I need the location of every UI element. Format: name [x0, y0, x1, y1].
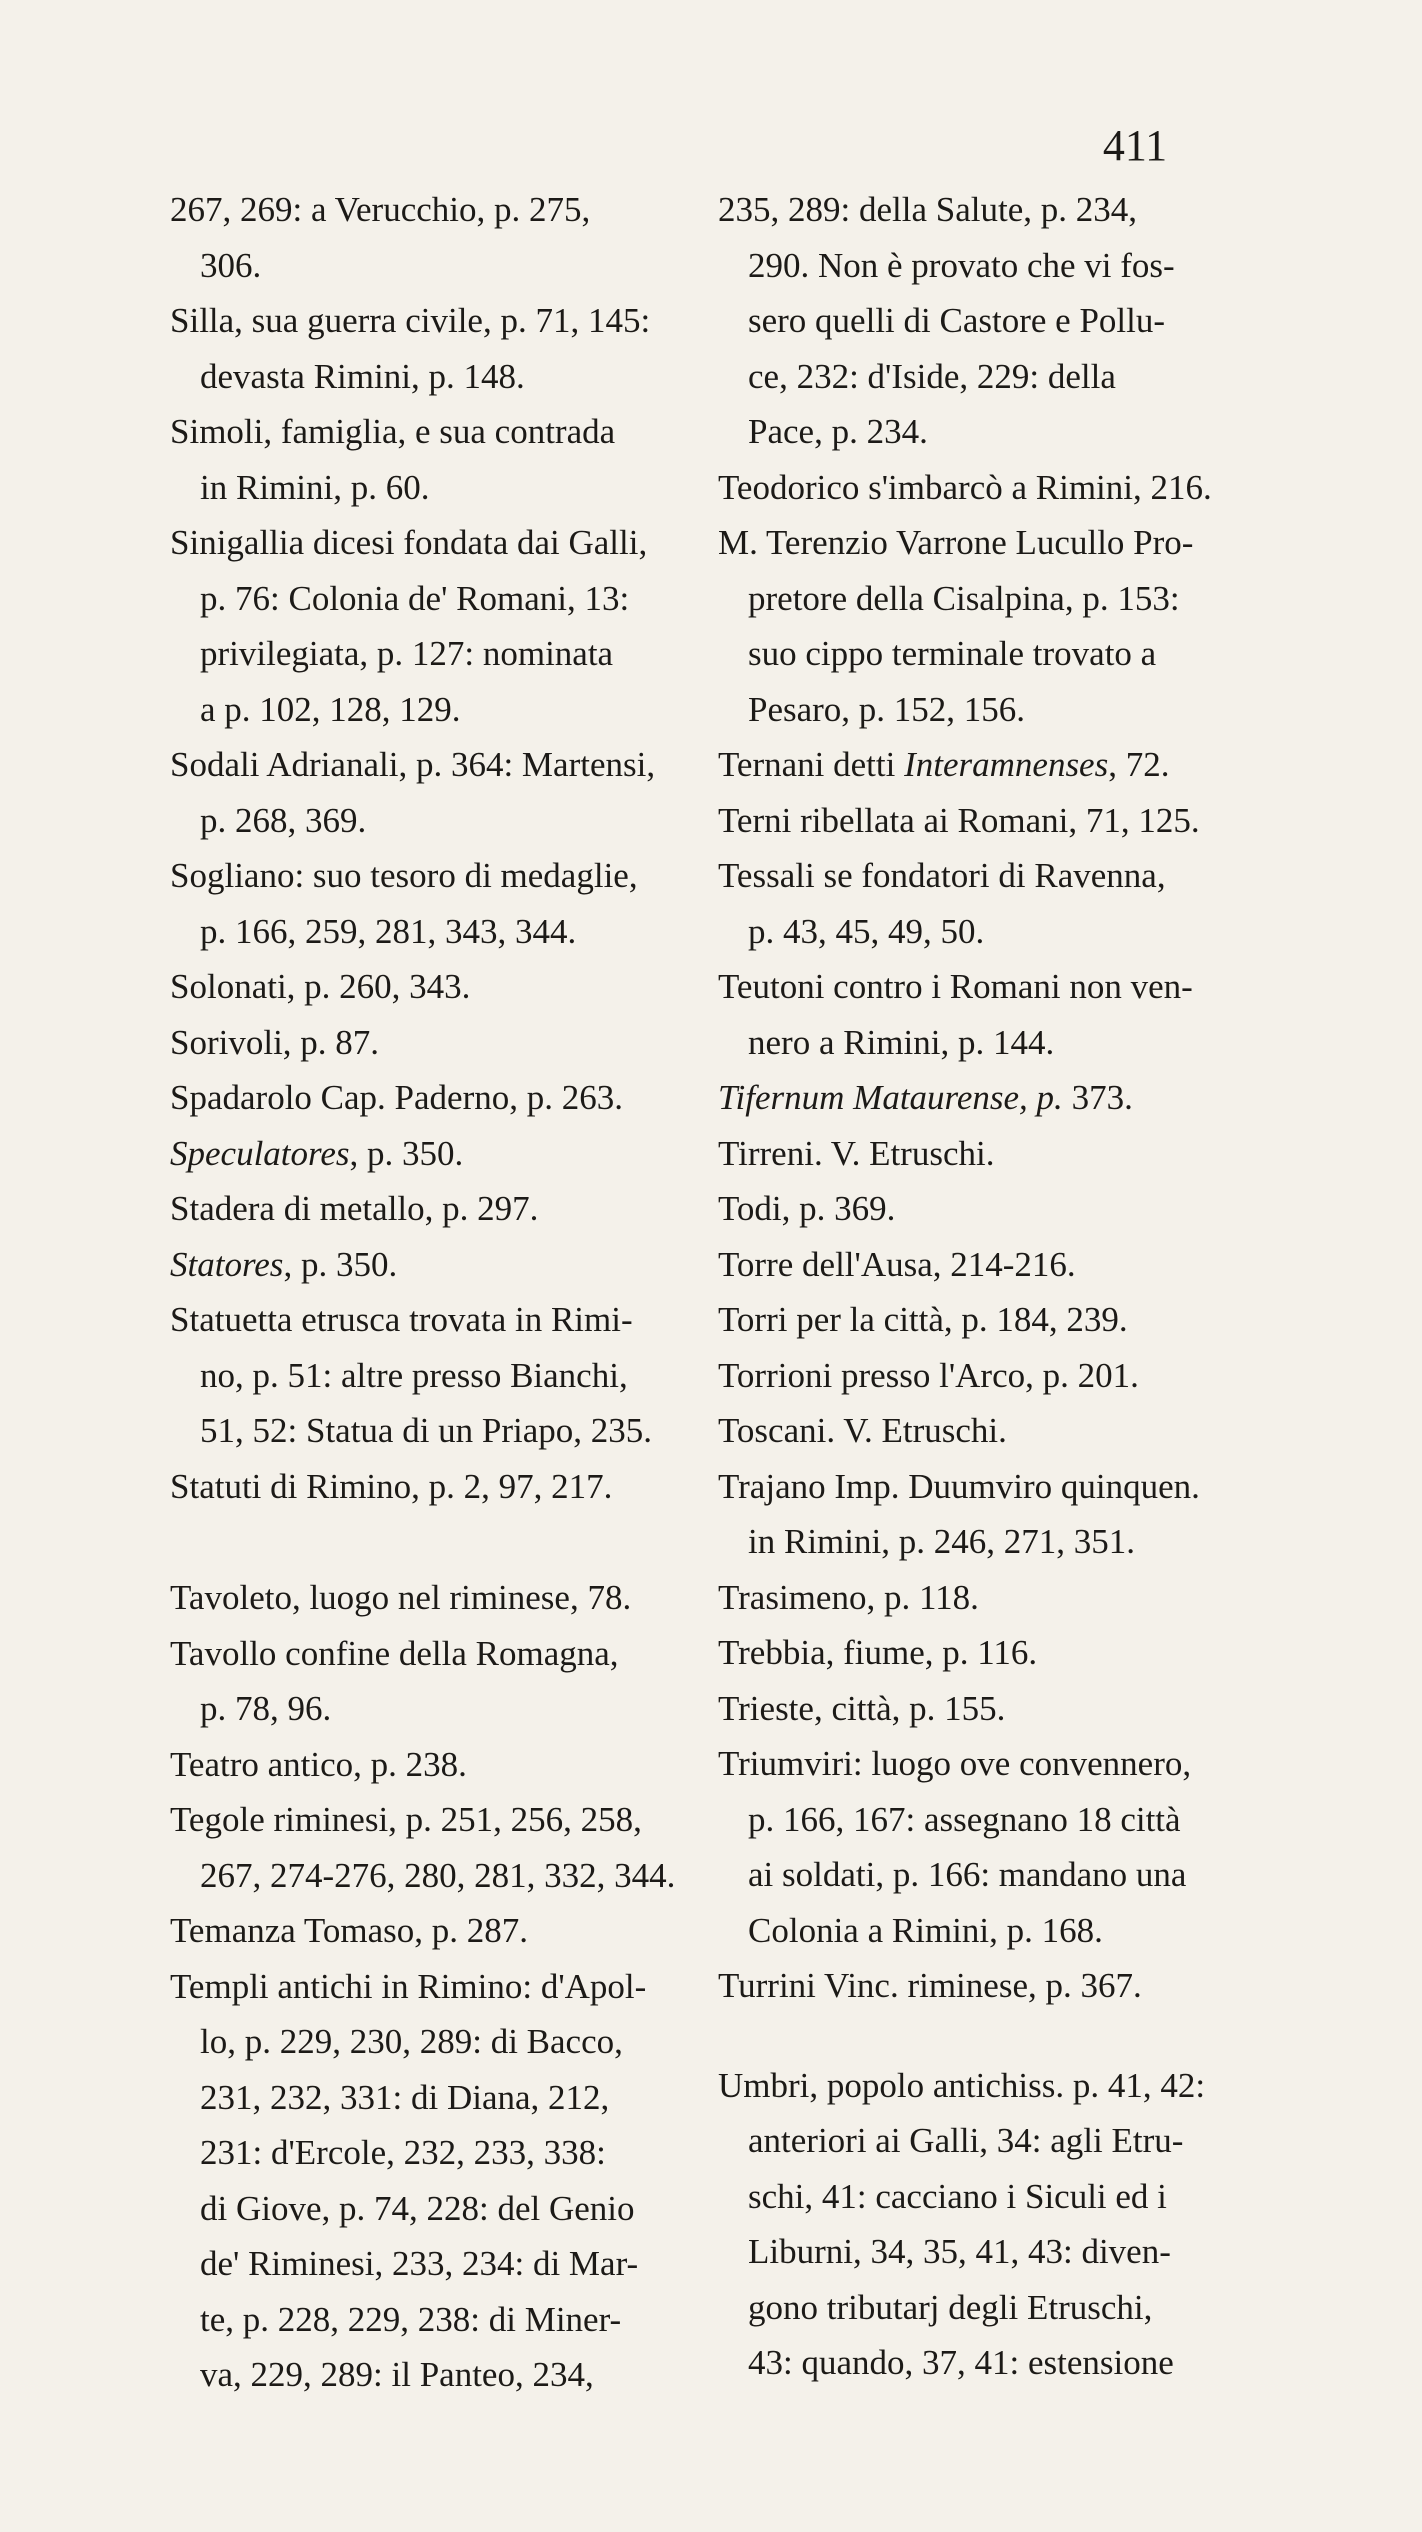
index-entry — [718, 737, 1318, 793]
index-entry: Teodorico s'imbarcò a Rimini, 216. — [718, 467, 1212, 507]
index-entry-refs: 373. — [1062, 1078, 1133, 1117]
index-entry: Triumviri: luogo ove convennero, p. 166, 167: assegnano 18 città ai soldati, p. 166: mandano una Colonia a Rimini, p. 168. — [718, 1744, 1192, 1950]
index-column-right — [718, 182, 1318, 2391]
index-entry — [170, 1126, 770, 1182]
index-entry: Tegole riminesi, p. 251, 256, 258, 267, 274-276, 280, 281, 332, 344. — [170, 1800, 676, 1895]
index-entry: Spadarolo Cap. Paderno, p. 263. — [170, 1078, 623, 1117]
index-entry: Trajano Imp. Duumviro quinquen. in Rimini, p. 246, 271, 351. — [718, 1466, 1200, 1561]
index-entry: Torre dell'Ausa, 214-216. — [718, 1244, 1076, 1284]
index-entry: Toscani. V. Etruschi. — [718, 1411, 1007, 1450]
page-number: 411 — [1102, 121, 1168, 170]
index-entry — [718, 1070, 1318, 1126]
index-entry: Sogliano: suo tesoro di medaglie, p. 166, 259, 281, 343, 344. — [170, 856, 638, 951]
index-entry-refs: , p. 350. — [283, 1244, 398, 1284]
index-entry: 267, 269: a Verucchio, p. 275, 306. — [170, 190, 591, 285]
index-entry: Templi antichi in Rimino: d'Apol- lo, p. 229, 230, 289: di Bacco, 231, 232, 331: di Diana, 212, 231: d'Ercole, 232, 233, 338: di Giove, p. 74, 228: del Genio de' Riminesi, 233, 234: di Mar- te, p. 228, 229, 238: di Miner- va, 229, 289: il Panteo, 234, — [170, 1966, 647, 2394]
index-entry: Teutoni contro i Romani non ven- nero a Rimini, p. 144. — [718, 967, 1193, 1062]
index-entry: Statuti di Rimino, p. 2, 97, 217. — [170, 1466, 613, 1506]
index-entry: Umbri, popolo antichiss. p. 41, 42: anteriori ai Galli, 34: agli Etru- schi, 41: cacciano i Siculi ed i Liburni, 34, 35, 41, 43: diven- gono tributarj degli Etruschi, 43: quando, 37, 41: estensione — [718, 2065, 1206, 2382]
index-entry: Trasimeno, p. 118. — [718, 1577, 979, 1617]
letter-section-gap — [170, 1514, 770, 1570]
index-entry: Solonati, p. 260, 343. — [170, 967, 471, 1006]
index-entry: Teatro antico, p. 238. — [170, 1744, 467, 1784]
index-term-italic: Speculatores — [170, 1133, 350, 1173]
index-entry: Turrini Vinc. riminese, p. 367. — [718, 1966, 1142, 2005]
index-entry-refs: , p. 350. — [349, 1133, 464, 1173]
index-term-italic: Interamnenses — [904, 745, 1109, 784]
index-column-left — [170, 182, 770, 2403]
index-entry: Torri per la città, p. 184, 239. — [718, 1300, 1128, 1339]
index-entry-lead: Ternani detti — [718, 745, 905, 784]
index-entry: Torrioni presso l'Arco, p. 201. — [718, 1355, 1139, 1395]
index-entry: Trebbia, fiume, p. 116. — [718, 1633, 1038, 1672]
index-entry: M. Terenzio Varrone Lucullo Pro- pretore della Cisalpina, p. 153: suo cippo terminale trovato a Pesaro, p. 152, 156. — [718, 523, 1194, 729]
index-entry: Terni ribellata ai Romani, 71, 125. — [718, 800, 1200, 840]
index-term-italic: Tifernum Mataurense, p. — [718, 1078, 1063, 1117]
index-entry: Statuetta etrusca trovata in Rimi- no, p. 51: altre presso Bianchi, 51, 52: Statua di un Priapo, 235. — [170, 1300, 653, 1450]
index-entry: Stadera di metallo, p. 297. — [170, 1189, 539, 1228]
index-entry: 235, 289: della Salute, p. 234, 290. Non è provato che vi fos- sero quelli di Castore e Pollu- ce, 232: d'Iside, 229: della Pace, p. 234. — [718, 190, 1175, 451]
index-entry — [170, 1237, 770, 1293]
index-entry: Tavoleto, luogo nel riminese, 78. — [170, 1578, 632, 1617]
index-entry-refs: , 72. — [1108, 745, 1170, 784]
letter-section-gap — [718, 2014, 1318, 2058]
index-entry: Tessali se fondatori di Ravenna, p. 43, 45, 49, 50. — [718, 856, 1166, 951]
index-term-italic: Statores — [170, 1244, 284, 1284]
index-entry: Sodali Adrianali, p. 364: Martensi, p. 268, 369. — [170, 745, 656, 840]
index-entry: Sorivoli, p. 87. — [170, 1022, 380, 1062]
index-entry: Silla, sua guerra civile, p. 71, 145: devasta Rimini, p. 148. — [170, 301, 651, 396]
index-entry: Tirreni. V. Etruschi. — [718, 1133, 995, 1173]
index-entry: Sinigallia dicesi fondata dai Galli, p. 76: Colonia de' Romani, 13: privilegiata, p. 127: nominata a p. 102, 128, 129. — [170, 523, 648, 729]
index-entry: Trieste, città, p. 155. — [718, 1688, 1006, 1728]
index-entry: Simoli, famiglia, e sua contrada in Rimini, p. 60. — [170, 412, 616, 507]
index-entry: Tavollo confine della Romagna, p. 78, 96. — [170, 1633, 619, 1728]
index-entry: Todi, p. 369. — [718, 1189, 896, 1228]
index-entry: Temanza Tomaso, p. 287. — [170, 1911, 528, 1950]
